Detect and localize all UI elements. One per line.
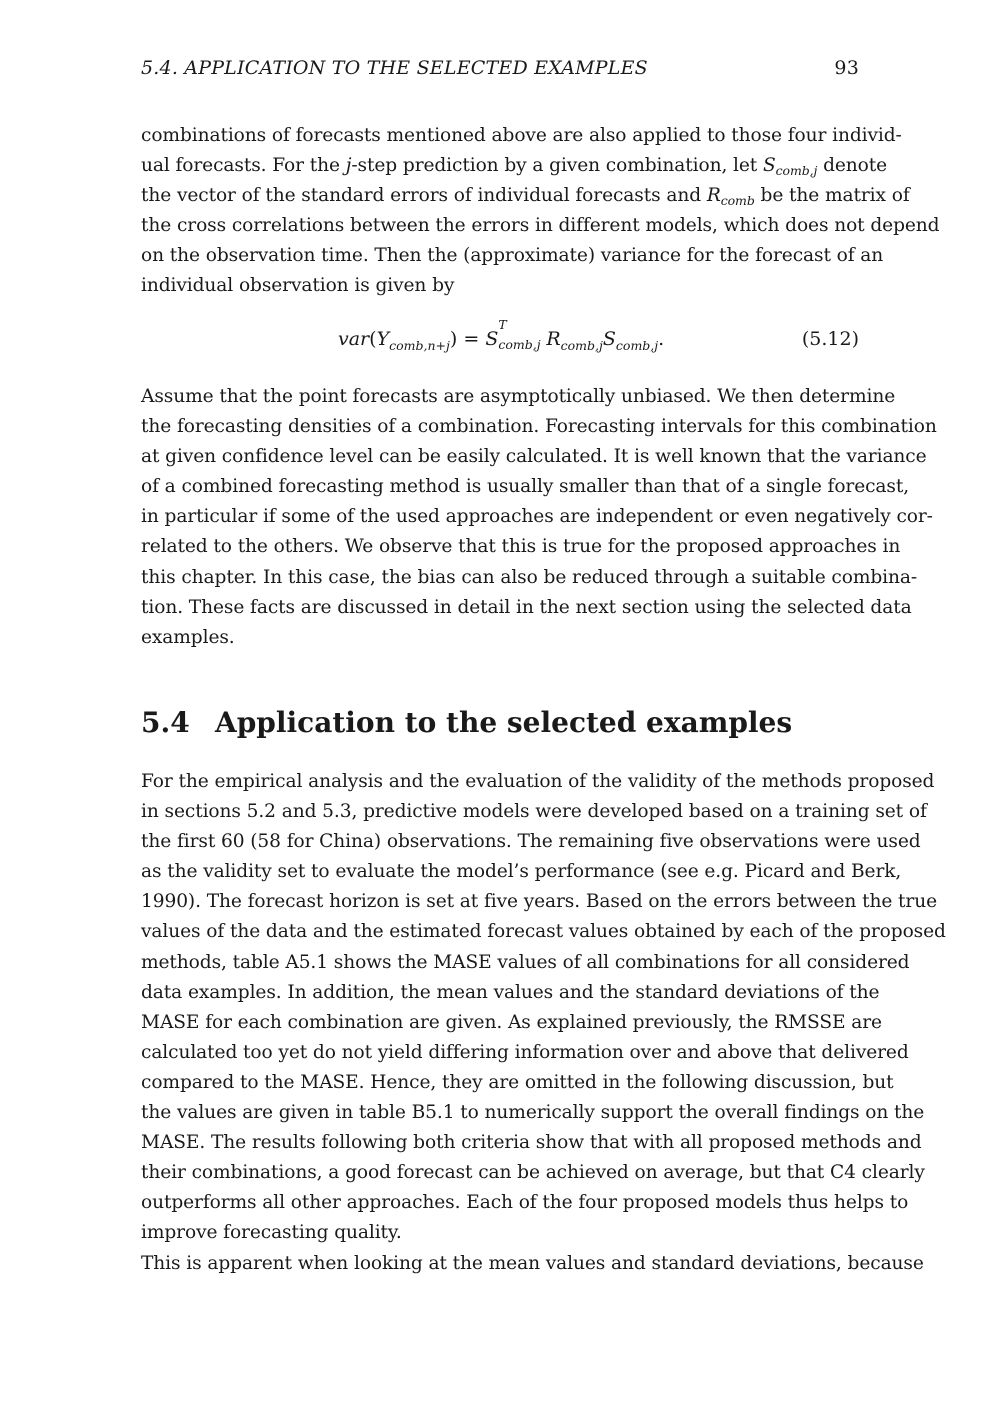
text-line: as the validity set to evaluate the model’s performance (see e.g. Picard and Berk, bbox=[141, 861, 902, 883]
eq-paren-close: ) bbox=[449, 328, 458, 350]
equation-number: (5.12) bbox=[801, 328, 859, 350]
text-line: 1990). The forecast horizon is set at five years. Based on the errors between the true bbox=[141, 891, 937, 913]
text-line: related to the others. We observe that this is true for the proposed approaches in bbox=[141, 536, 901, 558]
text-fragment: the vector of the standard errors of individual forecasts and bbox=[141, 185, 707, 207]
text-line: MASE. The results following both criteria show that with all proposed methods and bbox=[141, 1132, 922, 1154]
text-line: individual observation is given by bbox=[141, 275, 455, 297]
text-line: this chapter. In this case, the bias can also be reduced through a suitable combina- bbox=[141, 566, 918, 588]
paragraph-combination-variance bbox=[141, 121, 940, 302]
text-line bbox=[141, 181, 910, 211]
paragraph-mean-values bbox=[141, 1249, 924, 1279]
eq-S-superscript: T bbox=[498, 317, 507, 332]
running-head-title: 5.4. APPLICATION TO THE SELECTED EXAMPLES bbox=[141, 57, 648, 79]
text-line: of a combined forecasting method is usually smaller than that of a single forecast, bbox=[141, 476, 910, 498]
text-line: on the observation time. Then the (approximate) variance for the forecast of an bbox=[141, 245, 884, 267]
text-line: For the empirical analysis and the evaluation of the validity of the methods proposed bbox=[141, 771, 935, 792]
text-line: tion. These facts are discussed in detail in the next section using the selected data bbox=[141, 596, 912, 618]
text-line: the values are given in table B5.1 to numerically support the overall findings on the bbox=[141, 1102, 925, 1124]
text-line: their combinations, a good forecast can be achieved on average, but that C4 clearly bbox=[141, 1162, 925, 1184]
equation-body bbox=[338, 317, 665, 353]
eq-R: R bbox=[546, 328, 561, 350]
text-line: improve forecasting quality. bbox=[141, 1222, 402, 1244]
paragraph-unbiased-forecasts bbox=[141, 382, 937, 653]
text-fragment: be the matrix of bbox=[754, 185, 910, 207]
text-line: the cross correlations between the errors in different models, which does not depend bbox=[141, 215, 940, 237]
math-S-subscript: comb,j bbox=[775, 163, 818, 179]
eq-S-subscript: comb,j bbox=[498, 337, 541, 352]
text-line: at given confidence level can be easily calculated. It is well known that the variance bbox=[141, 446, 927, 468]
text-line bbox=[141, 151, 888, 181]
text-line: the first 60 (58 for China) observations. The remaining five observations were used bbox=[141, 831, 921, 853]
eq-var: var bbox=[338, 328, 370, 350]
text-line: examples. bbox=[141, 626, 235, 648]
text-fragment: ual forecasts. For the bbox=[141, 155, 346, 177]
eq-S: S bbox=[485, 328, 499, 350]
math-R: R bbox=[706, 185, 721, 207]
eq-S2-subscript: comb,j bbox=[615, 338, 659, 353]
text-line: combinations of forecasts mentioned above are also applied to those four individ- bbox=[141, 125, 902, 146]
section-number: 5.4 bbox=[141, 706, 190, 739]
text-line: outperforms all other approaches. Each of the four proposed models thus helps to bbox=[141, 1192, 909, 1214]
math-R-subscript: comb bbox=[720, 193, 755, 209]
text-line: in particular if some of the used approaches are independent or even negatively cor- bbox=[141, 506, 933, 528]
text-line: compared to the MASE. Hence, they are omitted in the following discussion, but bbox=[141, 1071, 894, 1093]
text-line: MASE for each combination are given. As explained previously, the RMSSE are bbox=[141, 1011, 882, 1033]
text-line: values of the data and the estimated forecast values obtained by each of the proposed bbox=[141, 921, 946, 943]
eq-paren-open: ( bbox=[369, 328, 377, 350]
eq-R-subscript: comb,j bbox=[560, 338, 603, 353]
section-heading bbox=[141, 706, 859, 739]
running-head bbox=[141, 57, 859, 83]
text-line: in sections 5.2 and 5.3, predictive models were developed based on a training set of bbox=[141, 801, 927, 823]
eq-S-scripts bbox=[498, 317, 546, 352]
eq-equals: = bbox=[457, 328, 486, 350]
page-number: 93 bbox=[834, 57, 859, 79]
eq-period: . bbox=[658, 328, 665, 350]
text-line: methods, table A5.1 shows the MASE values of all combinations for all considered bbox=[141, 951, 910, 973]
section-title: Application to the selected examples bbox=[215, 706, 793, 739]
paragraph-empirical-analysis bbox=[141, 767, 946, 1249]
text-line: calculated too yet do not yield differing information over and above that delivered bbox=[141, 1041, 909, 1063]
text-line: the forecasting densities of a combination. Forecasting intervals for this combination bbox=[141, 416, 937, 438]
text-fragment: -step prediction by a given combination, let bbox=[351, 155, 763, 177]
eq-Y: Y bbox=[376, 328, 390, 350]
text-line: Assume that the point forecasts are asymptotically unbiased. We then determine bbox=[141, 386, 896, 407]
equation-5-12 bbox=[141, 317, 859, 362]
text-line: data examples. In addition, the mean values and the standard deviations of the bbox=[141, 981, 880, 1003]
text-fragment: denote bbox=[817, 155, 888, 177]
eq-S2: S bbox=[602, 328, 616, 350]
eq-Y-subscript: comb,n+j bbox=[389, 338, 450, 353]
math-S: S bbox=[763, 155, 776, 177]
math-j: j bbox=[345, 155, 352, 177]
text-line: This is apparent when looking at the mean values and standard deviations, because bbox=[141, 1253, 924, 1274]
